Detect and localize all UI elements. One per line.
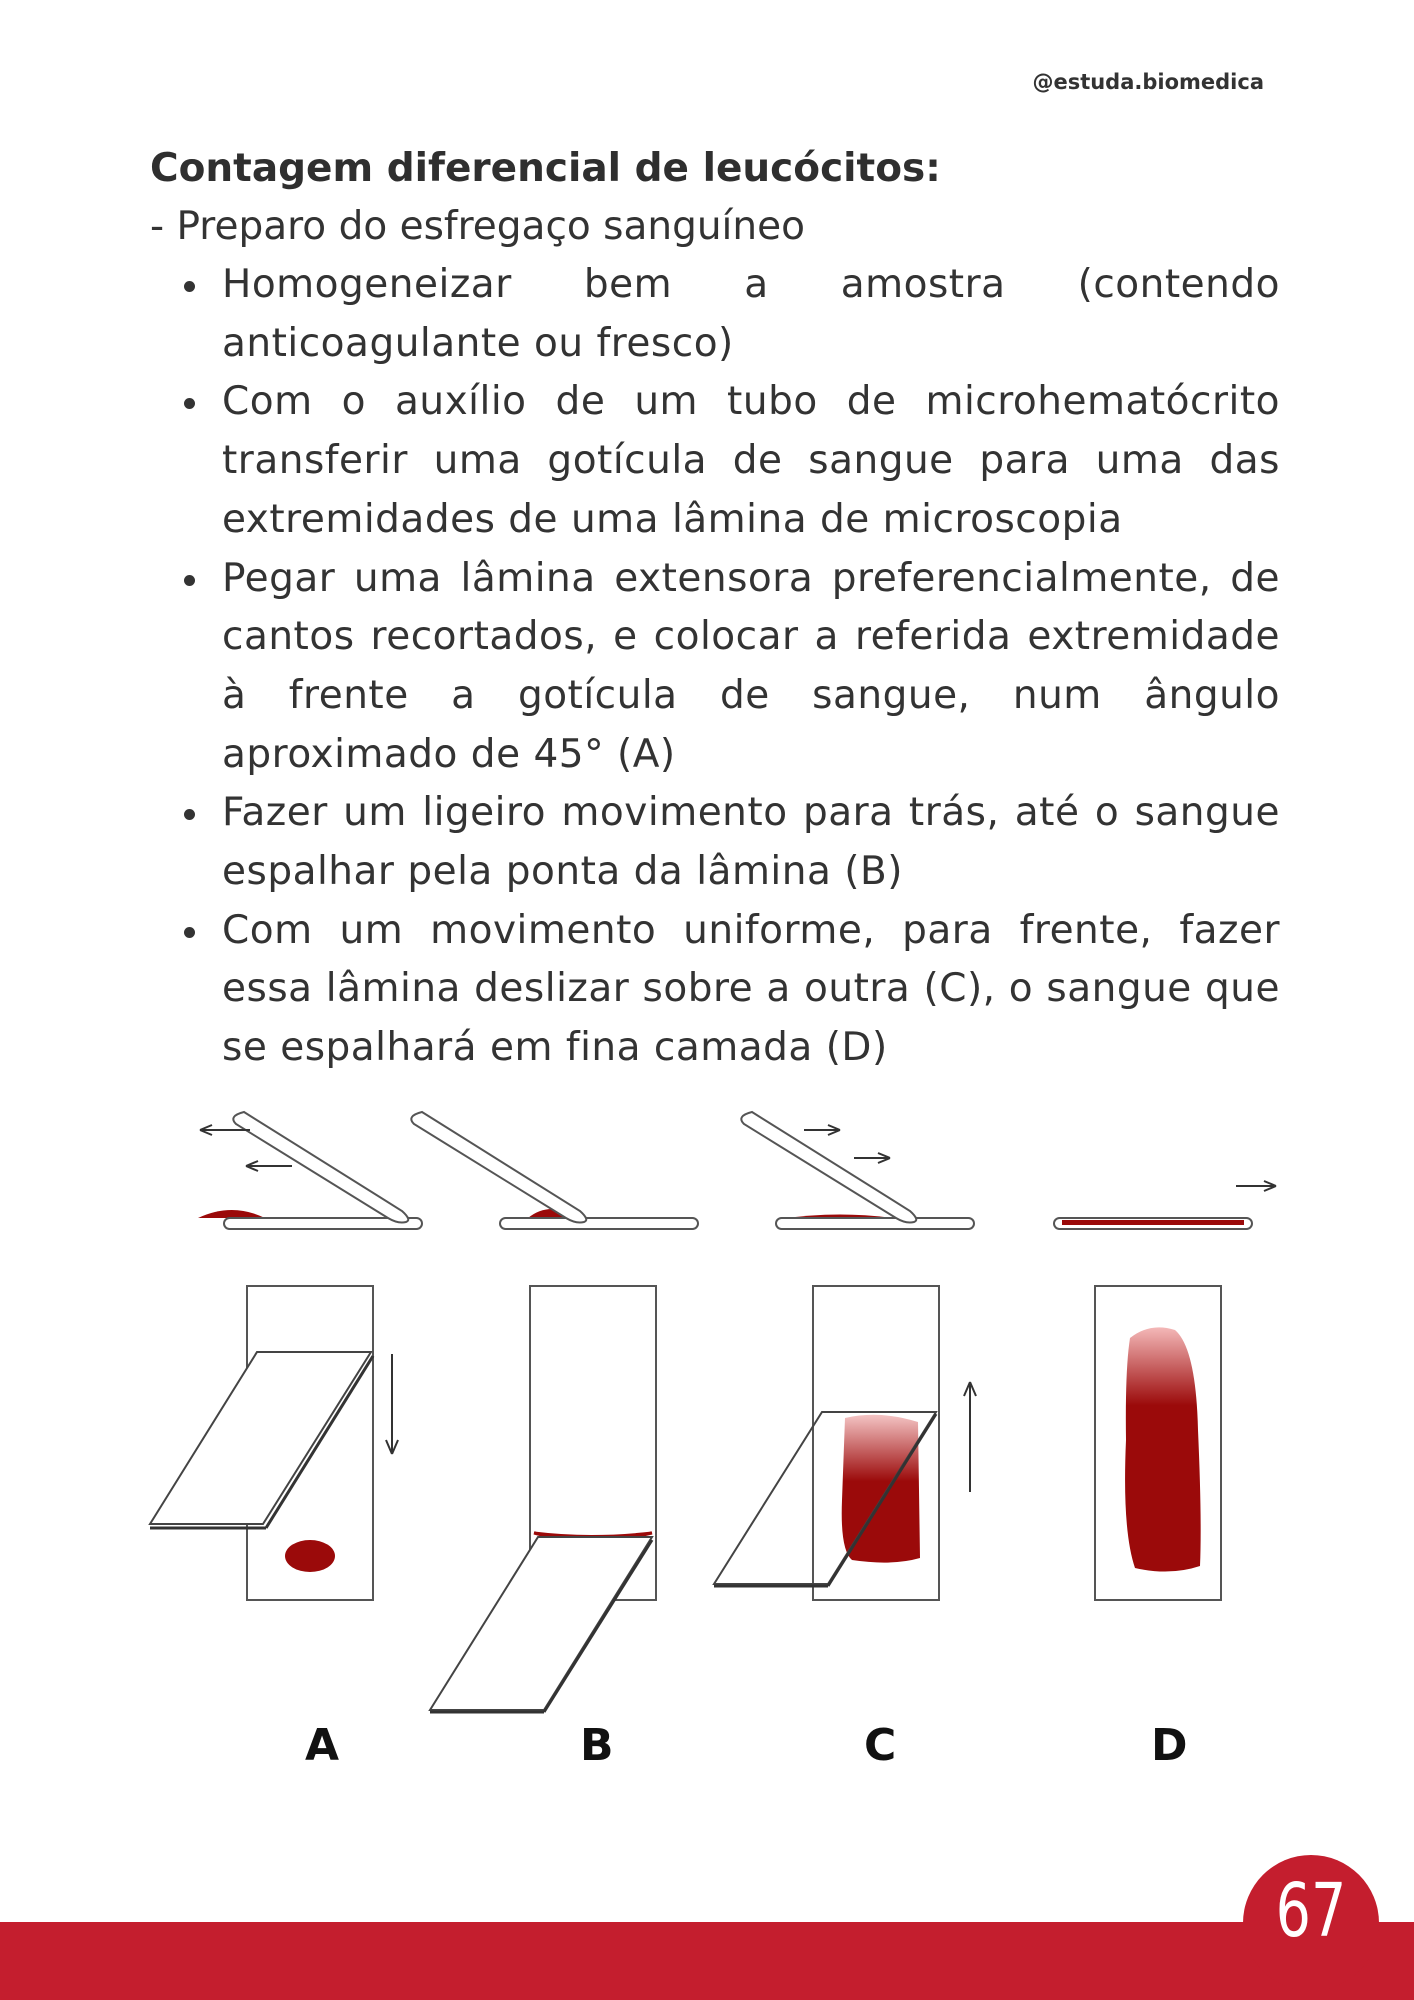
figure-label-c: C bbox=[864, 1720, 897, 1771]
section-title: Contagem diferencial de leucócitos: bbox=[150, 146, 941, 191]
figure-label-b: B bbox=[580, 1720, 614, 1771]
list-item: Homogeneizar bem a amostra (contendo anticoagulante ou fresco) bbox=[222, 256, 1280, 373]
list-item: Com o auxílio de um tubo de microhematócrito transferir uma gotícula de sangue para uma das extremidades de uma lâmina de microscopia bbox=[222, 373, 1280, 549]
page-number: 67 bbox=[1275, 1868, 1347, 1954]
side-view-b bbox=[411, 1112, 698, 1229]
list-item: Pegar uma lâmina extensora preferencialmente, de cantos recortados, e colocar a referida extremidade à frente a gotícula de sangue, num ângulo aproximado de 45° (A) bbox=[222, 550, 1280, 785]
top-view-a bbox=[150, 1286, 398, 1600]
content bbox=[150, 140, 1280, 1078]
author-handle: @estuda.biomedica bbox=[1032, 70, 1264, 94]
blood-smear-diagram bbox=[140, 1100, 1290, 1790]
top-view-b bbox=[430, 1286, 656, 1712]
list-item: Fazer um ligeiro movimento para trás, até o sangue espalhar pela ponta da lâmina (B) bbox=[222, 784, 1280, 901]
list-item: Com um movimento uniforme, para frente, fazer essa lâmina deslizar sobre a outra (C), o sangue que se espalhará em fina camada (D) bbox=[222, 902, 1280, 1078]
side-view-d bbox=[1054, 1181, 1276, 1229]
footer-bar bbox=[0, 1922, 1414, 2000]
top-view-d bbox=[1095, 1286, 1221, 1600]
figure-label-a: A bbox=[305, 1720, 340, 1771]
side-view-c bbox=[741, 1112, 974, 1229]
top-view-c bbox=[714, 1286, 976, 1600]
figure-label-d: D bbox=[1151, 1720, 1188, 1771]
steps-list bbox=[150, 256, 1280, 1078]
section-subtitle: - Preparo do esfregaço sanguíneo bbox=[150, 204, 805, 249]
side-view-a bbox=[198, 1112, 422, 1229]
